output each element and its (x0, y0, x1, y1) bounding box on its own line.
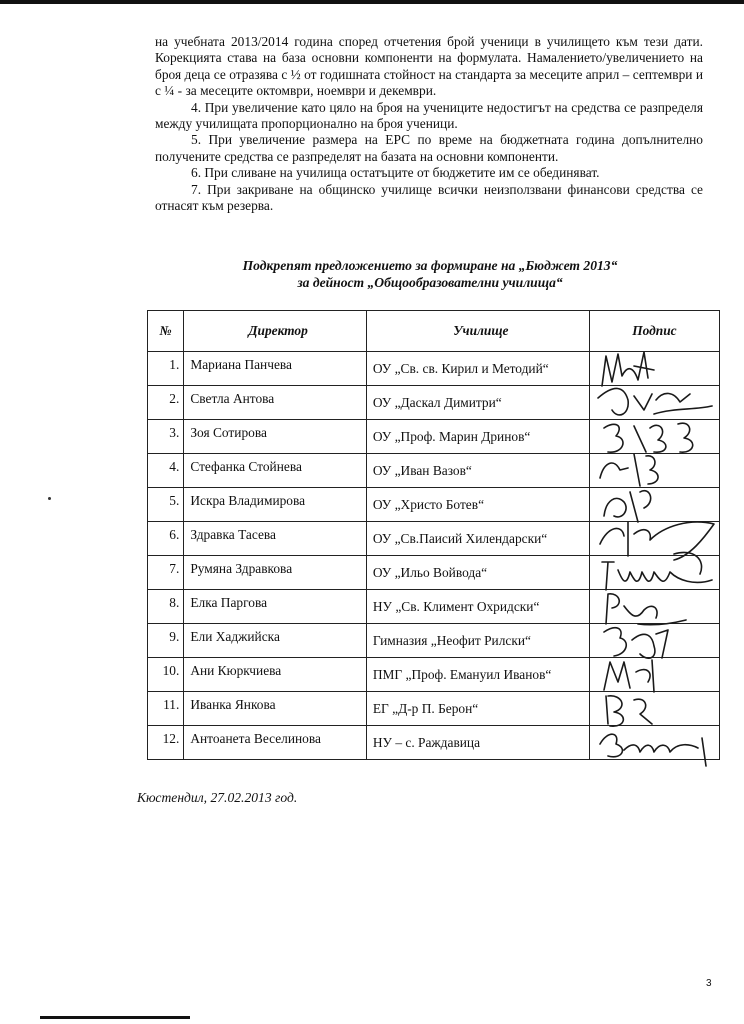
director-name: Ели Хаджийска (190, 629, 280, 644)
director-cell (184, 386, 367, 420)
signature-table (147, 310, 720, 760)
director-cell (184, 488, 367, 522)
place-and-date: Кюстендил, 27.02.2013 год. (137, 790, 298, 805)
row-number-text: 6. (169, 527, 180, 542)
paragraph-item-6: 6. При сливане на училища остатъците от бюджетите им се обединяват. (191, 165, 600, 181)
paragraph-continuation: на учебната 2013/2014 година според отчетения брой ученици в училището към тези дати. Корекцията става на база основни компоненти на формулата. Намалението/увеличението на броя деца се отразява с ½ от годишната стойност на стандарта за месеците април – септември и с ¼ - за месеците октомври, ноември и декември. (155, 34, 703, 99)
page-number: 3 (706, 978, 712, 989)
table-heading (140, 257, 720, 291)
school-name: ПМГ „Проф. Емануил Иванов“ (372, 667, 552, 682)
director-name: Мариана Панчева (190, 357, 292, 372)
director-name: Елка Паргова (190, 595, 268, 610)
row-number (148, 488, 184, 522)
row-number-text: 8. (169, 595, 180, 610)
director-cell (184, 692, 367, 726)
school-cell (366, 454, 589, 488)
row-number-text: 7. (169, 561, 180, 576)
school-name: Гимназия „Неофит Рилски“ (372, 633, 531, 648)
table-body (148, 352, 720, 760)
school-name: ЕГ „Д-р П. Берон“ (372, 701, 479, 716)
school-name: ОУ „Св.Паисий Хилендарски“ (372, 531, 548, 546)
row-number (148, 590, 184, 624)
school-cell (366, 692, 589, 726)
row-number (148, 420, 184, 454)
heading-line-1: Подкрепят предложението за формиране на „Бюджет 2013“ (242, 258, 618, 273)
director-cell (184, 624, 367, 658)
director-cell (184, 522, 367, 556)
header-director: Директор (184, 311, 367, 352)
header-signature: Подпис (589, 311, 719, 352)
director-name: Стефанка Стойнева (190, 459, 302, 474)
director-cell (184, 454, 367, 488)
school-cell (366, 522, 589, 556)
director-name: Зоя Сотирова (190, 425, 267, 440)
director-name: Здравка Тасева (190, 527, 277, 542)
row-number (148, 658, 184, 692)
director-cell (184, 726, 367, 760)
director-name: Румяна Здравкова (190, 561, 293, 576)
handwritten-signature (594, 720, 719, 764)
school-name: ОУ „Ильо Войвода“ (372, 565, 488, 580)
heading-line-2: за дейност „Общообразователни училища“ (297, 275, 563, 290)
row-number (148, 726, 184, 760)
school-cell (366, 624, 589, 658)
row-number (148, 386, 184, 420)
row-number (148, 352, 184, 386)
director-cell (184, 658, 367, 692)
school-cell (366, 386, 589, 420)
header-school: Училище (366, 311, 589, 352)
row-number-text: 11. (163, 697, 180, 712)
director-name: Искра Владимирова (190, 493, 306, 508)
director-name: Светла Антова (190, 391, 275, 406)
director-cell (184, 420, 367, 454)
school-name: ОУ „Христо Ботев“ (372, 497, 485, 512)
director-cell (184, 590, 367, 624)
school-cell (366, 556, 589, 590)
row-number (148, 556, 184, 590)
school-cell (366, 590, 589, 624)
school-cell (366, 658, 589, 692)
director-cell (184, 352, 367, 386)
row-number-text: 9. (169, 629, 180, 644)
row-number-text: 12. (162, 731, 180, 746)
row-number-text: 5. (169, 493, 180, 508)
school-name: НУ „Св. Климент Охридски“ (372, 599, 540, 614)
school-cell (366, 420, 589, 454)
school-name: ОУ „Иван Вазов“ (372, 463, 472, 478)
school-cell (366, 726, 589, 760)
row-number (148, 522, 184, 556)
row-number (148, 624, 184, 658)
table-row (148, 726, 720, 760)
paragraph-item-7: 7. При закриване на общинско училище всички неизползвани финансови средства се отнасят към резерва. (155, 181, 703, 214)
scan-speck (48, 497, 51, 500)
director-name: Ани Кюркчиева (190, 663, 282, 678)
page-bottom-rule (40, 1016, 190, 1019)
row-number-text: 2. (169, 391, 180, 406)
page-top-border (0, 0, 744, 4)
body-text (155, 34, 703, 214)
paragraph-item-5: 5. При увеличение размера на ЕРС по време на бюджетната година допълнително получените средства се разпределят на базата на основни компоненти. (155, 132, 703, 164)
row-number-text: 3. (169, 425, 180, 440)
row-number (148, 454, 184, 488)
row-number-text: 1. (169, 357, 180, 372)
school-name: ОУ „Даскал Димитри“ (372, 395, 502, 410)
row-number (148, 692, 184, 726)
row-number-text: 10. (162, 663, 180, 678)
school-name: ОУ „Св. св. Кирил и Методий“ (372, 361, 549, 376)
director-cell (184, 556, 367, 590)
school-cell (366, 488, 589, 522)
director-name: Антоанета Веселинова (190, 731, 321, 746)
row-number-text: 4. (169, 459, 180, 474)
signature-cell (589, 726, 719, 760)
school-cell (366, 352, 589, 386)
header-num: № (148, 311, 184, 352)
paragraph-item-4: 4. При увеличение като цяло на броя на учениците недостигът на средства се разпределя между училищата пропорционално на броя ученици. (155, 99, 703, 132)
school-name: ОУ „Проф. Марин Дринов“ (372, 429, 531, 444)
school-name: НУ – с. Раждавица (372, 735, 481, 750)
director-name: Иванка Янкова (190, 697, 276, 712)
